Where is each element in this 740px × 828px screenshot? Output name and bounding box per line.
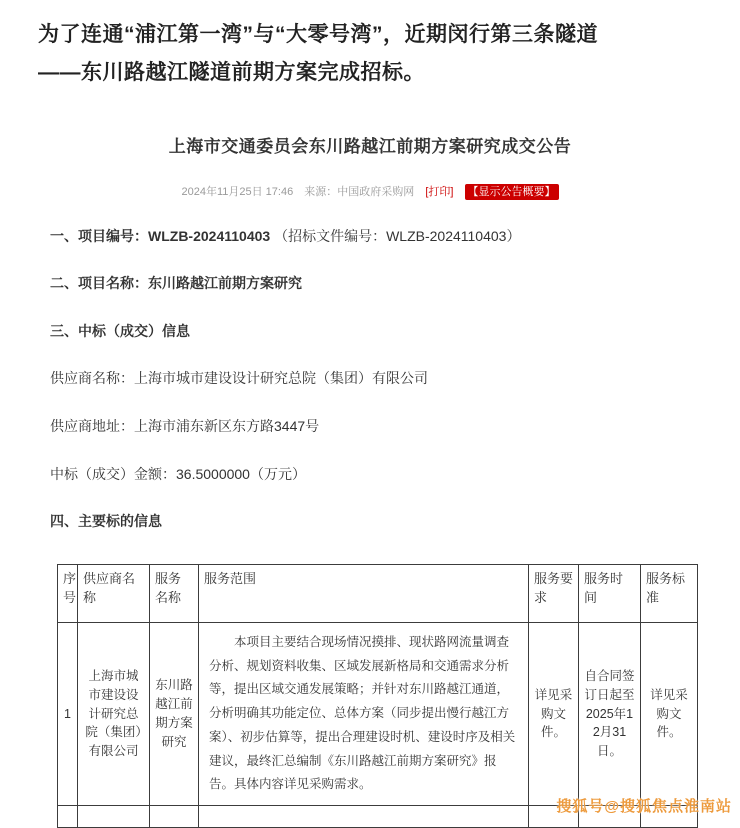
col-header-seq: 序号: [58, 564, 78, 622]
line-normal-text: （招标文件编号：WLZB-2024110403）: [274, 227, 521, 244]
cell-service-time: 自合同签订日起至2025年12月31日。: [579, 622, 641, 805]
meta-source: 来源：中国政府采购网: [304, 185, 415, 198]
empty-cell: [58, 806, 78, 828]
section-line-main-subject: [50, 512, 690, 532]
announcement-meta: [0, 183, 740, 199]
line-normal-text: 供应商地址：上海市浦东新区东方路3447号: [50, 417, 320, 434]
col-header-service-scope: 服务范围: [199, 564, 529, 622]
col-header-service-time: 服务时间: [579, 564, 641, 622]
line-normal-text: 供应商名称：上海市城市建设设计研究总院（集团）有限公司: [50, 370, 428, 387]
col-header-service-requirement: 服务要求: [529, 564, 579, 622]
cell-service-scope: 本项目主要结合现场情况摸排、现状路网流量调查分析、规划资料收集、区域发展新格局和交通需求分析等，提出区域交通发展策略；并针对东川路越江通道，分析明确其功能定位、总体方案（同步提出慢行越江方案）、初步估算等，提出合理建设时机、建设时序及相关建议，最终汇总编制《东川路越江前期方案研究》报告。具体内容详见采购需求。: [199, 622, 529, 805]
empty-cell: [150, 806, 199, 828]
line-normal-text: 中标（成交）金额：36.5000000（万元）: [50, 465, 306, 482]
cell-service-requirement: 详见采购文件。: [529, 622, 579, 805]
cell-service-name: 东川路越江前期方案研究: [150, 622, 199, 805]
section-line-project-number: [50, 227, 690, 247]
col-header-service-standard: 服务标准: [641, 564, 698, 622]
award-table: [57, 564, 698, 828]
section-line-project-name: [50, 274, 690, 294]
line-bold-text: 三、中标（成交）信息: [50, 322, 190, 339]
announcement-title: 上海市交通委员会东川路越江前期方案研究成交公告: [168, 136, 572, 156]
line-bold-text: 四、主要标的信息: [50, 513, 162, 530]
section-line-award-info: [50, 322, 690, 342]
empty-cell: [78, 806, 150, 828]
col-header-service-name: 服务名称: [150, 564, 199, 622]
meta-datetime: 2024年11月25日 17:46: [181, 185, 294, 198]
table-header-row: [58, 564, 698, 622]
line-bold-text: 一、项目编号：WLZB-2024110403: [50, 227, 271, 244]
empty-cell: [199, 806, 529, 828]
line-bold-text: 二、项目名称：东川路越江前期方案研究: [50, 275, 302, 292]
cell-service-standard: 详见采购文件。: [641, 622, 698, 805]
watermark: 搜狐号@搜狐焦点淮南站: [556, 798, 732, 815]
col-header-supplier: 供应商名称: [78, 564, 150, 622]
intro-paragraph: 为了连通“浦江第一湾”与“大零号湾”，近期闵行第三条隧道——东川路越江隧道前期方案完成招标。: [38, 23, 598, 84]
cell-supplier: 上海市城市建设设计研究总院（集团）有限公司: [78, 622, 150, 805]
section-line-supplier-address: [50, 417, 690, 437]
section-line-supplier-name: [50, 369, 690, 389]
section-line-award-amount: [50, 465, 690, 485]
cell-seq: 1: [58, 622, 78, 805]
table-row: [58, 622, 698, 805]
print-link[interactable]: [打印]: [425, 185, 454, 198]
summary-toggle[interactable]: 【显示公告概要】: [465, 184, 559, 200]
